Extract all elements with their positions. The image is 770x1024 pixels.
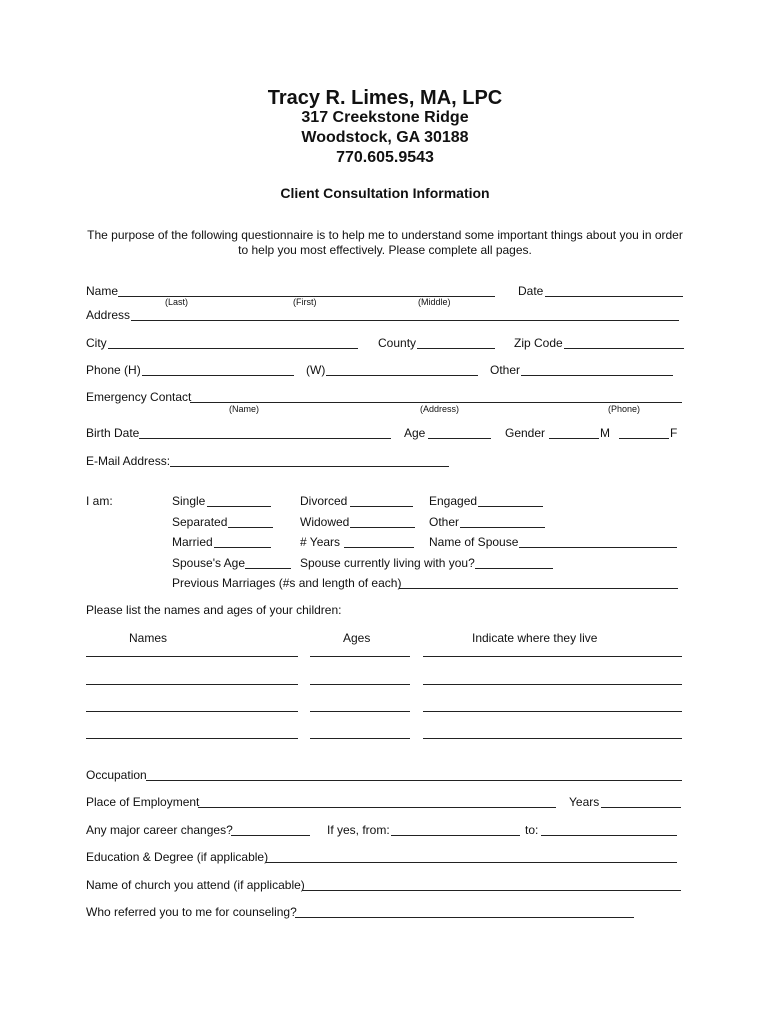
referred-label: Who referred you to me for counseling? xyxy=(86,905,297,919)
child-3-where-line[interactable] xyxy=(423,711,682,712)
i-am-label: I am: xyxy=(86,494,113,508)
phone-other-label: Other xyxy=(490,363,521,377)
church-label: Name of church you attend (if applicable) xyxy=(86,878,305,892)
if-yes-from-label: If yes, from: xyxy=(327,823,390,837)
first-sublabel: (First) xyxy=(293,297,317,307)
gender-male-label: M xyxy=(600,426,610,440)
phone-work-label: (W) xyxy=(306,363,326,377)
employment-label: Place of Employment xyxy=(86,795,200,809)
married-input-line[interactable] xyxy=(214,547,271,548)
phone-home-input-line[interactable] xyxy=(142,375,294,376)
address-label: Address xyxy=(86,308,131,322)
spouse-living-label: Spouse currently living with you? xyxy=(300,556,475,570)
spouse-name-input-line[interactable] xyxy=(519,547,677,548)
divorced-label: Divorced xyxy=(300,494,348,508)
gender-male-input-line[interactable] xyxy=(549,438,599,439)
phone-number: 770.605.9543 xyxy=(336,149,434,166)
spouse-living-input-line[interactable] xyxy=(475,568,553,569)
years-married-label: # Years xyxy=(300,535,341,549)
age-label: Age xyxy=(404,426,426,440)
phone-work-input-line[interactable] xyxy=(326,375,478,376)
previous-marriages-input-line[interactable] xyxy=(399,588,678,589)
children-where-header: Indicate where they live xyxy=(472,631,598,645)
city-label: City xyxy=(86,336,107,350)
widowed-input-line[interactable] xyxy=(350,527,415,528)
children-names-header: Names xyxy=(129,631,168,645)
form-title: Client Consultation Information xyxy=(280,185,490,201)
age-input-line[interactable] xyxy=(428,438,491,439)
years-married-input-line[interactable] xyxy=(344,547,414,548)
employment-input-line[interactable] xyxy=(198,807,556,808)
county-input-line[interactable] xyxy=(417,348,495,349)
child-3-age-line[interactable] xyxy=(310,711,410,712)
gender-female-input-line[interactable] xyxy=(619,438,669,439)
emergency-contact-input-line[interactable] xyxy=(190,402,682,403)
date-label: Date xyxy=(518,284,544,298)
child-4-where-line[interactable] xyxy=(423,738,682,739)
career-changes-input-line[interactable] xyxy=(231,835,310,836)
ec-name-sublabel: (Name) xyxy=(229,404,260,414)
education-input-line[interactable] xyxy=(266,862,677,863)
child-1-where-line[interactable] xyxy=(423,656,682,657)
married-label: Married xyxy=(172,535,213,549)
children-ages-header: Ages xyxy=(343,631,371,645)
engaged-label: Engaged xyxy=(429,494,478,508)
child-4-age-line[interactable] xyxy=(310,738,410,739)
child-2-name-line[interactable] xyxy=(86,684,298,685)
phone-home-label: Phone (H) xyxy=(86,363,141,377)
career-to-input-line[interactable] xyxy=(541,835,677,836)
referred-input-line[interactable] xyxy=(295,917,634,918)
spouse-name-label: Name of Spouse xyxy=(429,535,519,549)
city-input-line[interactable] xyxy=(108,348,358,349)
separated-input-line[interactable] xyxy=(228,527,273,528)
other-status-label: Other xyxy=(429,515,460,529)
emergency-contact-label: Emergency Contact xyxy=(86,390,192,404)
child-1-name-line[interactable] xyxy=(86,656,298,657)
education-label: Education & Degree (if applicable) xyxy=(86,850,269,864)
intro-line-2: to help you most effectively. Please complete all pages. xyxy=(238,243,532,257)
ec-phone-sublabel: (Phone) xyxy=(608,404,641,414)
child-4-name-line[interactable] xyxy=(86,738,298,739)
children-prompt: Please list the names and ages of your children: xyxy=(86,603,342,617)
employment-years-input-line[interactable] xyxy=(601,807,681,808)
street-address: 317 Creekstone Ridge xyxy=(301,109,469,126)
counselor-name: Tracy R. Limes, MA, LPC xyxy=(267,87,503,109)
middle-sublabel: (Middle) xyxy=(418,297,451,307)
intro-line-1: The purpose of the following questionnaire is to help me to understand some important things about you in order xyxy=(87,228,683,242)
gender-label: Gender xyxy=(505,426,546,440)
church-input-line[interactable] xyxy=(302,890,681,891)
employment-years-label: Years xyxy=(569,795,600,809)
other-status-input-line[interactable] xyxy=(460,527,545,528)
birth-date-input-line[interactable] xyxy=(139,438,391,439)
occupation-input-line[interactable] xyxy=(146,780,682,781)
career-changes-label: Any major career changes? xyxy=(86,823,233,837)
child-1-age-line[interactable] xyxy=(310,656,410,657)
previous-marriages-label: Previous Marriages (#s and length of each) xyxy=(172,576,402,590)
name-label: Name xyxy=(86,284,119,298)
single-input-line[interactable] xyxy=(207,506,271,507)
zip-label: Zip Code xyxy=(514,336,563,350)
occupation-label: Occupation xyxy=(86,768,147,782)
county-label: County xyxy=(378,336,417,350)
widowed-label: Widowed xyxy=(300,515,350,529)
email-input-line[interactable] xyxy=(170,466,449,467)
engaged-input-line[interactable] xyxy=(478,506,543,507)
spouse-age-label: Spouse's Age xyxy=(172,556,246,570)
child-2-age-line[interactable] xyxy=(310,684,410,685)
single-label: Single xyxy=(172,494,206,508)
ec-address-sublabel: (Address) xyxy=(420,404,460,414)
divorced-input-line[interactable] xyxy=(350,506,413,507)
phone-other-input-line[interactable] xyxy=(521,375,673,376)
address-input-line[interactable] xyxy=(131,320,679,321)
date-input-line[interactable] xyxy=(545,296,683,297)
city-state-zip: Woodstock, GA 30188 xyxy=(301,129,469,146)
child-2-where-line[interactable] xyxy=(423,684,682,685)
birth-date-label: Birth Date xyxy=(86,426,140,440)
separated-label: Separated xyxy=(172,515,228,529)
spouse-age-input-line[interactable] xyxy=(245,568,291,569)
last-sublabel: (Last) xyxy=(165,297,189,307)
email-label: E-Mail Address: xyxy=(86,454,171,468)
child-3-name-line[interactable] xyxy=(86,711,298,712)
gender-female-label: F xyxy=(670,426,678,440)
career-to-label: to: xyxy=(525,823,539,837)
career-from-input-line[interactable] xyxy=(391,835,520,836)
zip-input-line[interactable] xyxy=(564,348,684,349)
